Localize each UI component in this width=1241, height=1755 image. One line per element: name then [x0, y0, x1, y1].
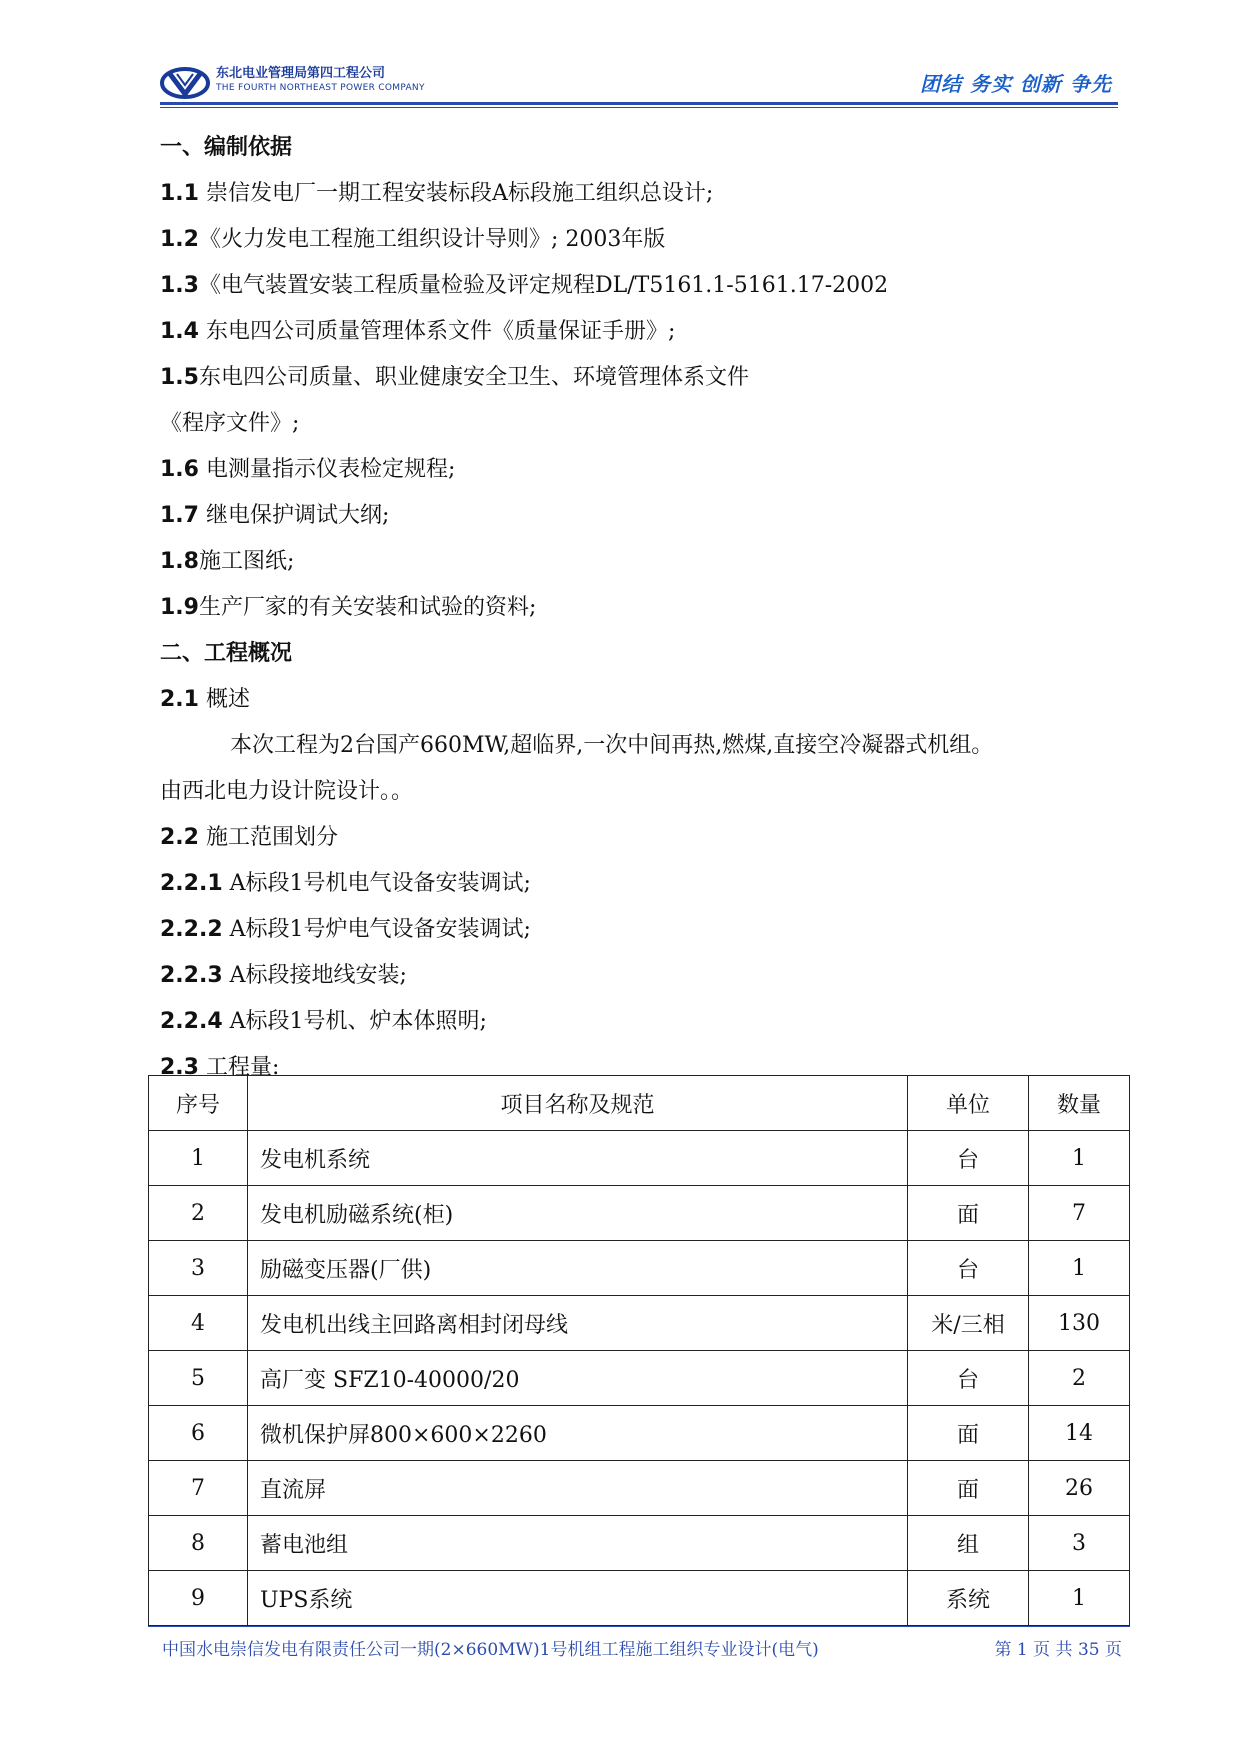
body-line: [160, 493, 1118, 539]
document-body: [160, 125, 1118, 1091]
body-line: [160, 861, 1118, 907]
table-header-cell: 序号: [149, 1076, 248, 1131]
unit-cell: 台: [908, 1241, 1029, 1296]
table-header-row: [149, 1076, 1130, 1131]
body-line: [160, 999, 1118, 1045]
seq-cell: 8: [149, 1516, 248, 1571]
header-divider-thin: [160, 107, 1118, 108]
line-text: 东电四公司质量管理体系文件《质量保证手册》;: [198, 319, 676, 344]
unit-cell: 米/三相: [908, 1296, 1029, 1351]
page-footer: [148, 1626, 1130, 1660]
unit-cell: 面: [908, 1406, 1029, 1461]
unit-cell: 系统: [908, 1571, 1029, 1626]
item-number: 2.1: [160, 687, 199, 712]
body-line: [160, 309, 1118, 355]
line-text: 崇信发电厂一期工程安装标段A标段施工组织总设计;: [198, 181, 714, 206]
item-name-cell: 发电机出线主回路离相封闭母线: [248, 1296, 908, 1351]
item-number: 2.2.1: [160, 871, 223, 896]
table-row: [149, 1406, 1130, 1461]
item-number: 2.2.2: [160, 917, 223, 942]
section-heading: [160, 125, 1118, 171]
line-text: 二、工程概况: [160, 641, 293, 666]
item-number: 1.2: [160, 227, 199, 252]
seq-cell: 5: [149, 1351, 248, 1406]
company-logo-icon: [160, 66, 210, 100]
item-name-cell: 蓄电池组: [248, 1516, 908, 1571]
quantity-cell: 7: [1029, 1186, 1130, 1241]
table-row: [149, 1351, 1130, 1406]
footer-document-title: 中国水电崇信发电有限责任公司一期(2×660MW)1号机组工程施工组织专业设计(电气): [162, 1640, 819, 1660]
body-line: [160, 769, 1118, 815]
slogan: 团结 务实 创新 争先: [920, 72, 1112, 96]
item-name-cell: 微机保护屏800×600×2260: [248, 1406, 908, 1461]
line-text: 施工图纸;: [198, 549, 295, 574]
table-row: [149, 1516, 1130, 1571]
line-text: 《火力发电工程施工组织设计导则》; 2003年版: [198, 227, 666, 252]
body-line: [160, 217, 1118, 263]
body-line: [160, 263, 1118, 309]
line-text: 一、编制依据: [160, 135, 293, 160]
unit-cell: 面: [908, 1186, 1029, 1241]
line-text: 东电四公司质量、职业健康安全卫生、环境管理体系文件: [198, 365, 749, 390]
line-text: 概述: [198, 687, 250, 712]
section-heading: [160, 631, 1118, 677]
item-number: 1.7: [160, 503, 199, 528]
quantity-cell: 1: [1029, 1571, 1130, 1626]
line-text: A标段1号机电气设备安装调试;: [222, 871, 531, 896]
body-line: [160, 677, 1118, 723]
item-name-cell: 励磁变压器(厂供): [248, 1241, 908, 1296]
quantity-cell: 1: [1029, 1241, 1130, 1296]
table-row: [149, 1571, 1130, 1626]
table-row: [149, 1461, 1130, 1516]
unit-cell: 台: [908, 1131, 1029, 1186]
body-line: [160, 401, 1118, 447]
line-text: A标段1号炉电气设备安装调试;: [222, 917, 531, 942]
line-text: A标段接地线安装;: [222, 963, 407, 988]
page-number: 第 1 页 共 35 页: [994, 1640, 1122, 1660]
work-quantity-table: [148, 1075, 1130, 1626]
company-name: [216, 66, 425, 94]
item-name-cell: 高厂变 SFZ10-40000/20: [248, 1351, 908, 1406]
seq-cell: 1: [149, 1131, 248, 1186]
seq-cell: 9: [149, 1571, 248, 1626]
table-header-cell: 数量: [1029, 1076, 1130, 1131]
table-header-cell: 项目名称及规范: [248, 1076, 908, 1131]
quantity-cell: 14: [1029, 1406, 1130, 1461]
seq-cell: 4: [149, 1296, 248, 1351]
table-row: [149, 1296, 1130, 1351]
item-number: 1.1: [160, 181, 199, 206]
body-line: [160, 539, 1118, 585]
item-number: 1.5: [160, 365, 199, 390]
line-text: 电测量指示仪表检定规程;: [198, 457, 456, 482]
body-line: [160, 585, 1118, 631]
item-number: 2.2: [160, 825, 199, 850]
line-text: 继电保护调试大纲;: [198, 503, 390, 528]
table-body: [149, 1131, 1130, 1626]
seq-cell: 6: [149, 1406, 248, 1461]
body-line: [160, 447, 1118, 493]
item-name-cell: UPS系统: [248, 1571, 908, 1626]
quantity-cell: 3: [1029, 1516, 1130, 1571]
table-row: [149, 1241, 1130, 1296]
seq-cell: 3: [149, 1241, 248, 1296]
item-name-cell: 发电机励磁系统(柜): [248, 1186, 908, 1241]
item-number: 1.3: [160, 273, 199, 298]
company-name-cn: 东北电业管理局第四工程公司: [216, 66, 386, 81]
item-number: 2.2.3: [160, 963, 223, 988]
item-name-cell: 发电机系统: [248, 1131, 908, 1186]
footer-divider: [148, 1626, 1130, 1627]
item-number: 1.4: [160, 319, 199, 344]
table-row: [149, 1186, 1130, 1241]
item-number: 2.2.4: [160, 1009, 223, 1034]
body-line: [160, 815, 1118, 861]
item-number: 2.3: [160, 1055, 199, 1080]
line-text: 《程序文件》;: [160, 411, 300, 436]
body-line: [160, 723, 1118, 769]
quantity-cell: 130: [1029, 1296, 1130, 1351]
body-line: [160, 953, 1118, 999]
seq-cell: 7: [149, 1461, 248, 1516]
line-text: 生产厂家的有关安装和试验的资料;: [198, 595, 537, 620]
table-row: [149, 1131, 1130, 1186]
page-header: [160, 60, 1118, 110]
body-line: [160, 355, 1118, 401]
company-name-en: THE FOURTH NORTHEAST POWER COMPANY: [216, 83, 425, 93]
body-line: [160, 171, 1118, 217]
item-number: 1.8: [160, 549, 199, 574]
header-divider-thick: [160, 102, 1118, 105]
table-header-cell: 单位: [908, 1076, 1029, 1131]
unit-cell: 台: [908, 1351, 1029, 1406]
item-number: 1.9: [160, 595, 199, 620]
quantity-cell: 1: [1029, 1131, 1130, 1186]
seq-cell: 2: [149, 1186, 248, 1241]
line-text: 本次工程为2台国产660MW,超临界,一次中间再热,燃煤,直接空冷凝器式机组。: [230, 733, 994, 758]
line-text: A标段1号机、炉本体照明;: [222, 1009, 487, 1034]
body-line: [160, 907, 1118, 953]
unit-cell: 组: [908, 1516, 1029, 1571]
quantity-cell: 26: [1029, 1461, 1130, 1516]
line-text: 工程量:: [198, 1055, 280, 1080]
item-number: 1.6: [160, 457, 199, 482]
line-text: 由西北电力设计院设计。。: [160, 779, 414, 804]
line-text: 《电气装置安装工程质量检验及评定规程DL/T5161.1-5161.17-2002: [198, 273, 889, 298]
unit-cell: 面: [908, 1461, 1029, 1516]
quantity-cell: 2: [1029, 1351, 1130, 1406]
item-name-cell: 直流屏: [248, 1461, 908, 1516]
line-text: 施工范围划分: [198, 825, 338, 850]
